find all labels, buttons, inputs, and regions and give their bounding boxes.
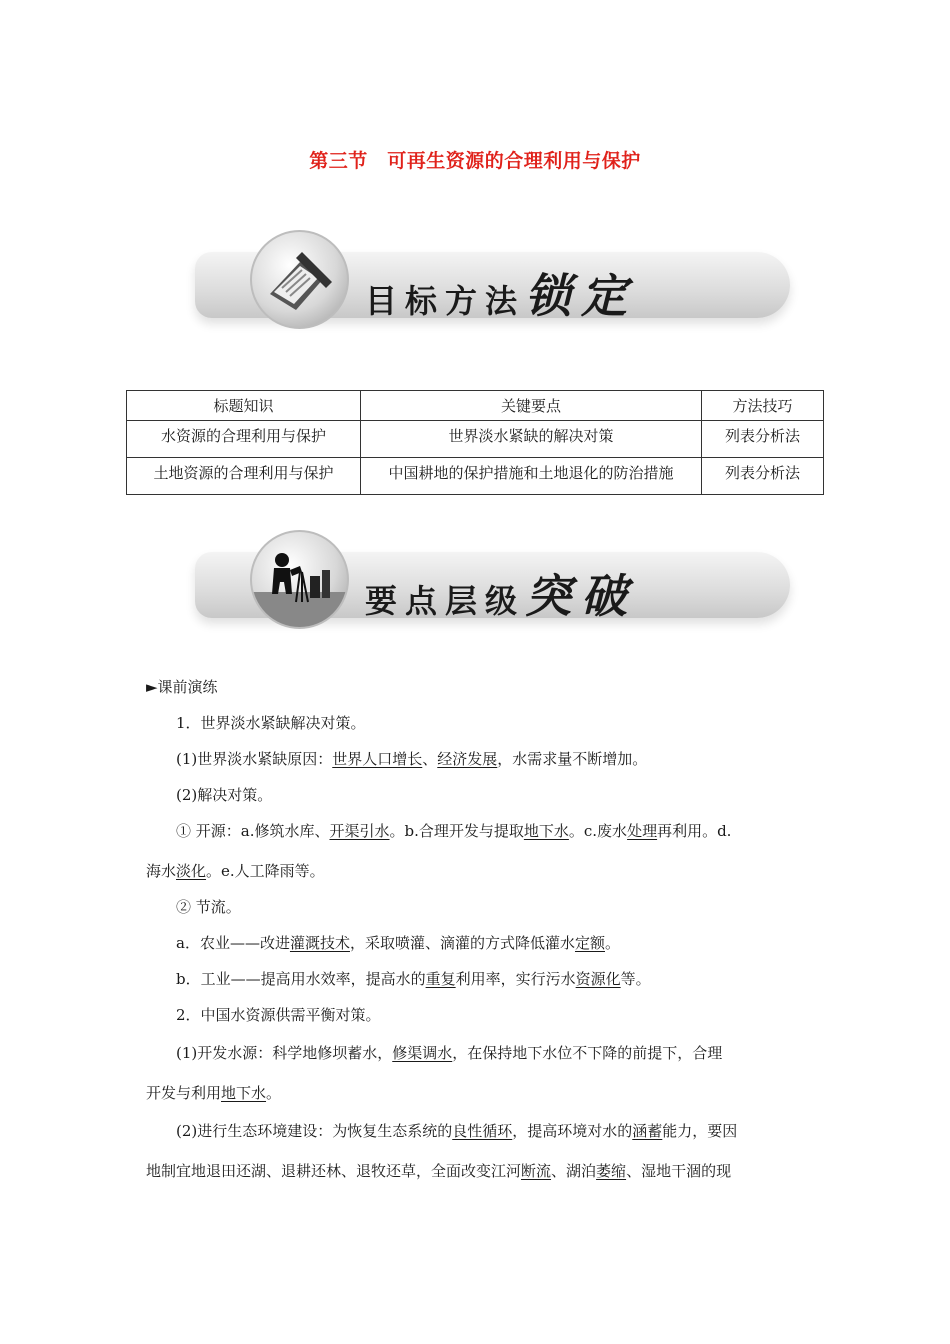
answer-blank: 地下水 <box>523 822 569 840</box>
text-line <box>146 820 731 841</box>
table-header: 标题知识 <box>127 391 361 421</box>
answer-blank: 萎缩 <box>596 1162 627 1180</box>
table-row <box>127 421 824 458</box>
table-cell: 列表分析法 <box>702 458 824 495</box>
answer-blank: 修渠调水 <box>392 1044 453 1062</box>
text-span: (2)解决对策。 <box>176 786 273 804</box>
text-span: 开发与利用 <box>146 1084 222 1102</box>
table-header: 方法技巧 <box>702 391 824 421</box>
text-span: 等。 <box>620 970 651 988</box>
text-span: 。b.合理开发与提取 <box>389 822 524 840</box>
page-title: 第三节 可再生资源的合理利用与保护 <box>309 150 641 172</box>
answer-blank: 淡化 <box>176 862 207 880</box>
text-line <box>146 748 647 769</box>
text-span: 。e.人工降雨等。 <box>206 862 325 880</box>
book-pen-icon <box>250 230 349 329</box>
text-span: 2．中国水资源供需平衡对策。 <box>176 1006 381 1024</box>
text-line <box>146 1042 722 1063</box>
text-span: 1．世界淡水紧缺解决对策。 <box>176 714 366 732</box>
banner-label <box>365 260 637 326</box>
text-span: ，提高环境对水的 <box>512 1122 633 1140</box>
answer-blank: 开渠引水 <box>329 822 390 840</box>
table-header: 关键要点 <box>361 391 702 421</box>
banner-goals-methods <box>155 222 790 328</box>
banner-key-points <box>155 522 790 628</box>
answer-blank: 重复 <box>425 970 456 988</box>
answer-blank: 经济发展 <box>437 750 498 768</box>
answer-blank: 处理 <box>627 822 658 840</box>
text-span: a．农业——改进 <box>176 934 290 952</box>
section-heading <box>146 676 218 697</box>
table-cell: 列表分析法 <box>702 421 824 458</box>
answer-blank: 地下水 <box>221 1084 267 1102</box>
answer-blank: 定额 <box>574 934 605 952</box>
text-span: ，水需求量不断增加。 <box>497 750 648 768</box>
text-line <box>146 932 620 953</box>
text-span: 。c.废水 <box>568 822 628 840</box>
answer-blank: 良性循环 <box>452 1122 513 1140</box>
text-span: (1)世界淡水紧缺原因： <box>176 750 333 768</box>
text-span: 、湖泊 <box>551 1162 597 1180</box>
key-points-table <box>126 390 824 495</box>
text-span: ② 节流。 <box>176 898 241 916</box>
text-line <box>146 1160 731 1181</box>
text-line <box>146 860 325 881</box>
answer-blank: 涵蓄 <box>632 1122 663 1140</box>
table-row <box>127 458 824 495</box>
text-line <box>146 1120 737 1141</box>
text-line <box>146 712 366 733</box>
text-span: 海水 <box>146 862 177 880</box>
photographer-icon <box>250 530 349 629</box>
section-heading-text: 课前演练 <box>157 678 218 696</box>
banner-label-big: 锁定 <box>525 269 638 323</box>
text-span: (1)开发水源：科学地修坝蓄水， <box>176 1044 393 1062</box>
table-header-row <box>127 391 824 421</box>
text-span: 。 <box>605 934 621 952</box>
text-line <box>146 784 272 805</box>
text-span: 。 <box>266 1084 282 1102</box>
text-line <box>146 1082 281 1103</box>
text-span: 、湿地干涸的现 <box>626 1162 732 1180</box>
text-line <box>146 896 241 917</box>
text-span: (2)进行生态环境建设：为恢复生态系统的 <box>176 1122 453 1140</box>
text-span: 能力，要因 <box>662 1122 738 1140</box>
table-cell: 水资源的合理利用与保护 <box>127 421 361 458</box>
text-span: 、 <box>422 750 438 768</box>
text-span: 再利用。d. <box>657 822 732 840</box>
text-span: 地制宜地退田还湖、退耕还林、退牧还草，全面改变江河 <box>146 1162 522 1180</box>
banner-label-small: 目标方法 <box>365 282 526 320</box>
answer-blank: 世界人口增长 <box>332 750 423 768</box>
banner-label-small: 要点层级 <box>365 582 526 620</box>
text-span: ① 开源：a.修筑水库、 <box>176 822 330 840</box>
table-cell: 世界淡水紧缺的解决对策 <box>361 421 702 458</box>
text-span: ，在保持地下水位不下降的前提下，合理 <box>452 1044 723 1062</box>
answer-blank: 资源化 <box>575 970 621 988</box>
banner-label-big: 突破 <box>525 569 638 623</box>
answer-blank: 断流 <box>521 1162 552 1180</box>
table-cell: 中国耕地的保护措施和土地退化的防治措施 <box>361 458 702 495</box>
banner-label <box>365 560 637 626</box>
text-span: b．工业——提高用水效率，提高水的 <box>176 970 426 988</box>
table-cell: 土地资源的合理利用与保护 <box>127 458 361 495</box>
answer-blank: 灌溉技术 <box>289 934 350 952</box>
text-span: 利用率，实行污水 <box>455 970 576 988</box>
text-span: ，采取喷灌、滴灌的方式降低灌水 <box>349 934 575 952</box>
triangle-marker-icon: ► <box>146 678 158 696</box>
text-line <box>146 1004 381 1025</box>
text-line <box>146 968 651 989</box>
